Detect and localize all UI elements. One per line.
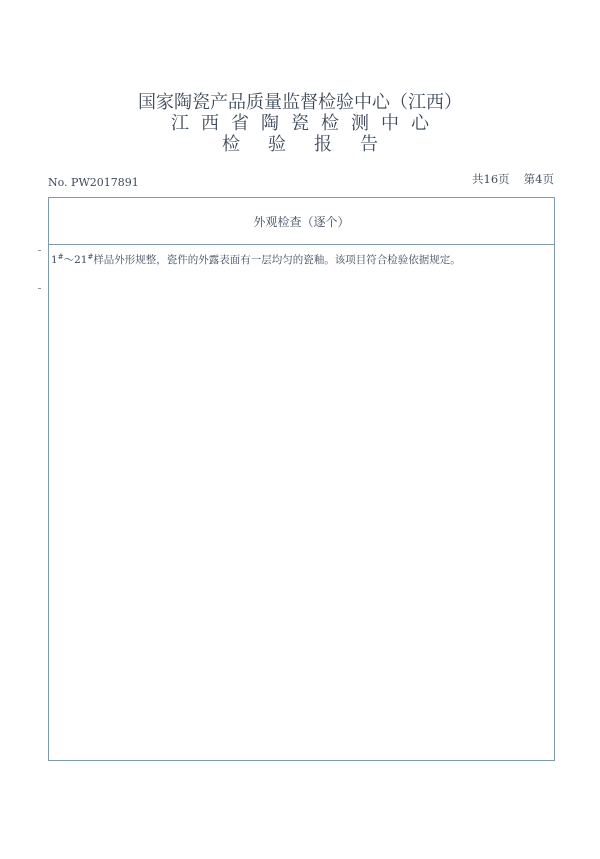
inspection-result — [49, 245, 554, 268]
inspection-table — [48, 197, 555, 761]
sample-to: 21 — [74, 254, 88, 266]
total-pages: 共16页 — [472, 172, 510, 186]
report-number: No. PW2017891 — [48, 176, 139, 189]
report-title: 检验报告 — [222, 134, 406, 155]
sample-from: 1 — [51, 254, 58, 266]
sample-mark: # — [57, 253, 64, 261]
sample-mark: # — [87, 253, 94, 261]
center-name-provincial: 江西省陶瓷检测中心 — [171, 113, 441, 134]
page-info — [458, 171, 554, 187]
report-header — [0, 92, 600, 155]
current-page: 第4页 — [523, 172, 554, 186]
margin-tick — [38, 288, 41, 289]
margin-tick — [38, 250, 41, 251]
center-name-national: 国家陶瓷产品质量监督检验中心（江西） — [138, 92, 462, 113]
result-text: 样品外形规整，瓷件的外露表面有一层均匀的瓷釉。该项目符合检验依据规定。 — [93, 254, 461, 266]
section-title: 外观检查（逐个） — [49, 198, 554, 245]
range-separator: ～ — [63, 254, 75, 266]
